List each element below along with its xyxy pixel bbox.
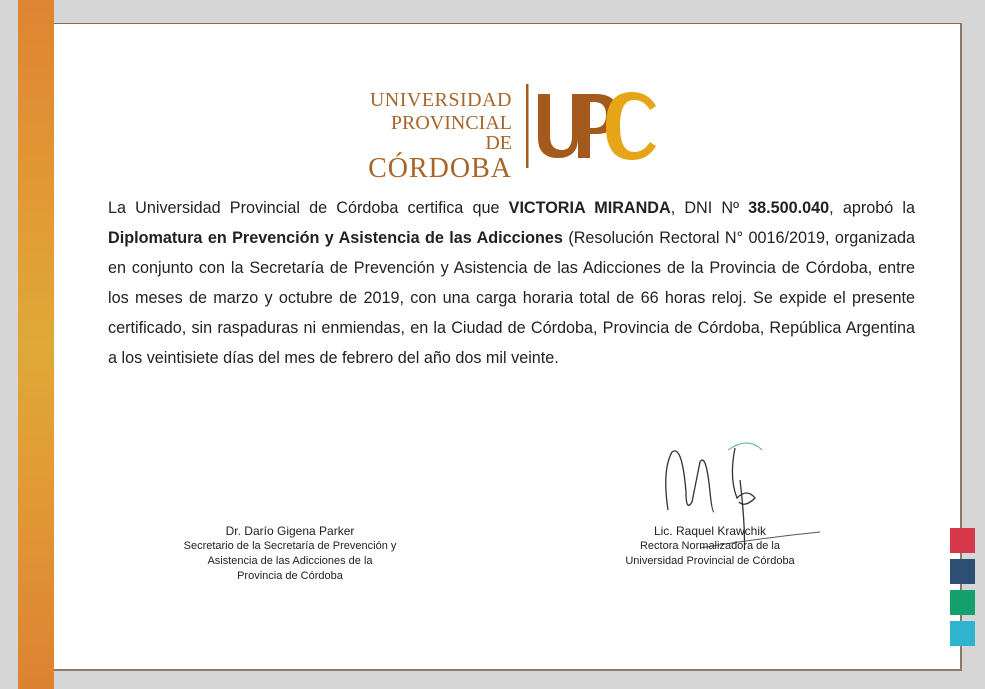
green-square [950,590,975,615]
upc-mark-icon [520,82,660,172]
red-square [950,528,975,553]
recipient-dni: 38.500.040 [748,199,830,217]
recipient-name: VICTORIA MIRANDA [508,199,671,217]
orange-side-bar [18,0,54,689]
logo-text: UNIVERSIDAD PROVINCIAL DE CÓRDOBA [368,89,512,184]
cyan-square [950,621,975,646]
university-logo [360,82,660,184]
signature-block-rector: Lic. Raquel Krawchik Rectora Normalizadora de la Universidad Provincial de Córdoba [625,524,795,567]
certificate-body: La Universidad Provincial de Córdoba certifica que VICTORIA MIRANDA, DNI Nº 38.500.040, aprobó la Diplomatura en Prevención y Asistencia de las Adicciones (Resolución Rectoral N° 0016/2019, organizada en conjunto con la Secretaría de Prevención y Asistencia de las Adicciones de la Provincia de Córdoba, entre los meses de marzo y octubre de 2019, con una carga horaria total de 66 horas reloj. Se expide el presente certificado, sin raspaduras ni enmiendas, en la Ciudad de Córdoba, Provincia de Córdoba, República Argentina a los veintisiete días del mes de febrero del año dos mil veinte. [108,199,915,367]
course-name: Diplomatura en Prevención y Asistencia de las Adicciones [108,229,563,247]
navy-square [950,559,975,584]
signature-block-secretary: Dr. Darío Gigena Parker Secretario de la Secretaría de Prevención y Asistencia de las Adicciones de la Provincia de Córdoba [183,524,397,582]
